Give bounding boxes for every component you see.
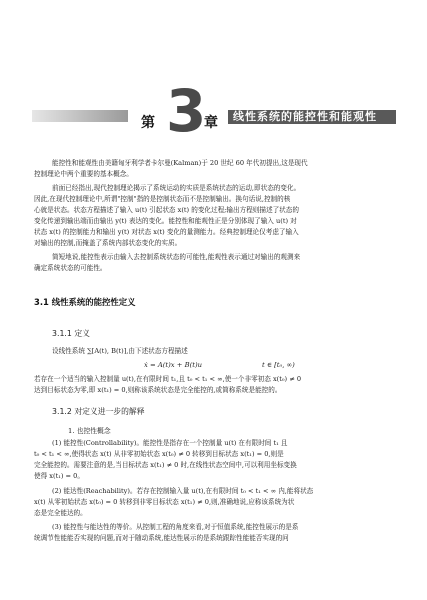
- definition-paragraph: 若存在一个适当的输入控制量 u(t),在有限时间 t₁,且 t₀ < t₁ < ∞,使一个非零初态 x(t₀) ≠ 0 达到目标状态为零,即 x(t₁) = 0,则称该系统状态是完全能控的,或简称系统是能控的。: [34, 375, 302, 394]
- chapter-title: 线性系统的能控性和能观性: [233, 110, 377, 123]
- state-equation: ẋ = A(t)x + B(t)u: [144, 361, 203, 369]
- chapter-banner: [0, 77, 427, 146]
- intro-paragraph-2: 前面已经指出,现代控制理论揭示了系统运动的实质是系统状态的运动,即状态的变化。 因此,在现代控制理论中,所谓"控制"指的是控制状态而不是控制输出。换句话说,控制的核 心就是状态。状态方程描述了输入 u(t) 引起状态 x(t) 的变化过程;输出方程则描述了状态的 变化传递到输出端而由输出 y(t) 表达的变化。能控性和能观性正是分别体现了输入 u(t) 对 状态 x(t) 的控制能力和输出 y(t) 对状态 x(t) 变化的量测能力。经典控制理论仅考虑了输入 对输出的控制,而掩盖了系统内部状态变化的实质。: [34, 184, 301, 247]
- controllability-paragraph: (1) 能控性(Controllability)。能控性是指存在一个控制量 u(t) 在有限时间 t₁ 且 t₀ < t₁ < ∞,使得状态 x(t) 从非零初始状态 x(t₀) ≠ 0 转移到目标状态 x(t₁) = 0,则是 完全能控的。需要注意的是,当目标状态 x(t₁) ≠ 0 时,在线性状态空间中,可以利用坐标变换 使得 x(t₁) = 0。: [34, 439, 297, 480]
- intro-paragraph-1: 能控性和能观性由美籍匈牙利学者卡尔曼(Kalman)于 20 世纪 60 年代初提出,这是现代 控制理论中两个重要的基本概念。: [34, 159, 308, 178]
- chapter-suffix: 章: [204, 115, 218, 131]
- subsection-heading-2: 3.1.2 对定义进一步的解释: [52, 407, 145, 416]
- definition-intro: 设线性系统 ∑[A(t), B(t)],由下述状态方程描述: [52, 347, 188, 355]
- subsection-heading-1: 3.1.1 定义: [52, 329, 90, 338]
- equivalence-paragraph: (3) 能控性与能达性的等价。从控制工程的角度来看,对于恒值系统,能控性展示的是系 统调节性能能否实现的问题,而对于随动系统,能达性展示的是系统跟踪性能能否实现的问: [34, 523, 299, 542]
- banner-left-band: [32, 110, 128, 122]
- item-heading: 1. 也控性概念: [68, 427, 111, 435]
- chapter-prefix: 第: [141, 115, 155, 131]
- intro-paragraph-3: 简短地说,能控性表示由输入去控制系统状态的可能性,能观性表示通过对输出的观测来 确定系统状态的可能性。: [34, 253, 301, 272]
- state-equation-domain: t ∈ [t₀, ∞): [262, 361, 295, 369]
- section-heading: 3.1 线性系统的能控性定义: [34, 297, 136, 307]
- chapter-number: 3: [166, 77, 207, 145]
- reachability-paragraph: (2) 能达性(Reachability)。若存在控制输入量 u(t),在有限时间 t₀ < t₁ < ∞ 内,能将状态 x(t) 从零初始状态 x(t₀) = 0 转移到非零目标状态 x(t₁) ≠ 0,则,准确地说,应称该系统为状 态是完全能达的。: [34, 487, 314, 517]
